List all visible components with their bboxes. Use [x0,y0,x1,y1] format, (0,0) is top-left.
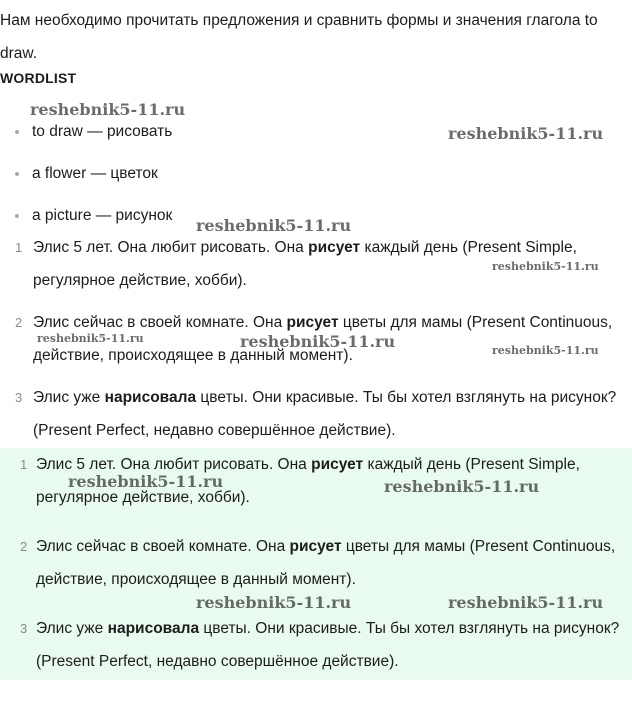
sentence-text: Элис уже нарисовала цветы. Они красивые. Ты бы хотел взглянуть на рисунок? (Present Perfect, недавно совершённое действие). [33,389,617,439]
item-number: 1 [15,240,23,255]
sentence-text: Элис 5 лет. Она любит рисовать. Она рисует каждый день (Present Simple, регулярное действие, хобби). [33,239,577,289]
watermark: reshebnik5-11.ru [448,593,604,612]
item-number: 3 [15,390,23,405]
watermark: reshebnik5-11.ru [196,216,352,235]
watermark: reshebnik5-11.ru [37,332,144,345]
item-number: 3 [20,621,28,636]
wordlist-heading: WORDLIST [0,70,77,86]
sentence-text: Элис уже нарисовала цветы. Они красивые. Ты бы хотел взглянуть на рисунок? (Present Perfect, недавно совершённое действие). [36,620,620,670]
watermark: reshebnik5-11.ru [448,124,604,143]
watermark: reshebnik5-11.ru [68,472,224,491]
item-number: 2 [20,539,28,554]
item-number: 2 [15,315,23,330]
bullet-dot [15,214,19,218]
watermark: reshebnik5-11.ru [492,344,599,357]
watermark: reshebnik5-11.ru [384,477,540,496]
sentence-text: Элис сейчас в своей комнате. Она рисует цветы для мамы (Present Continuous, действие, происходящее в данный момент). [36,538,616,588]
item-number: 1 [20,457,28,472]
intro-paragraph: Нам необходимо прочитать предложения и сравнить формы и значения глагола to draw. [0,12,598,62]
sentence-text: Элис сейчас в своей комнате. Она рисует цветы для мамы (Present Continuous, действие, происходящее в данный момент). [33,314,613,364]
sentence-text: Элис 5 лет. Она любит рисовать. Она рисует каждый день (Present Simple, регулярное действие, хобби). [36,456,580,506]
bullet-dot [15,130,19,134]
watermark: reshebnik5-11.ru [492,260,599,273]
bullet-dot [15,172,19,176]
watermark: reshebnik5-11.ru [30,100,186,119]
watermark: reshebnik5-11.ru [196,593,352,612]
watermark: reshebnik5-11.ru [240,332,396,351]
